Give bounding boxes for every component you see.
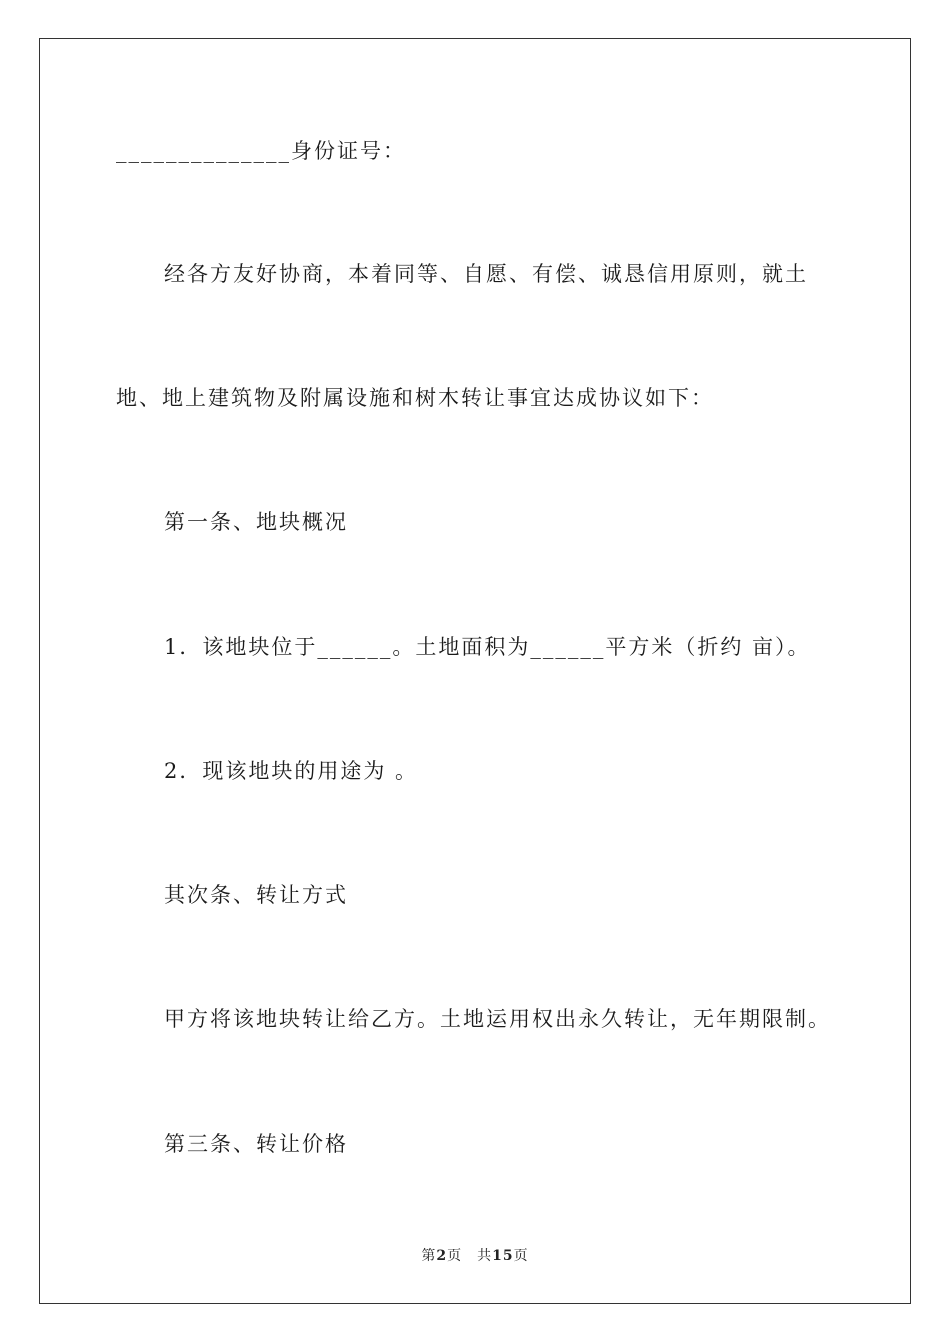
page-border [39, 38, 911, 1304]
page-prefix: 第 [421, 1248, 437, 1264]
article-2-paragraph: 甲方将该地块转让给乙方。土地运用权出永久转让，无年期限制。 [164, 1007, 831, 1031]
page-mid: 页 共 [447, 1248, 493, 1264]
current-page-number: 2 [436, 1248, 448, 1264]
page-suffix: 页 [513, 1248, 529, 1264]
paragraph-intro-line-1: 经各方友好协商，本着同等、自愿、有偿、诚恳信用原则，就土 [164, 262, 808, 286]
article-3-heading: 第三条、转让价格 [164, 1132, 348, 1156]
page-number-footer [0, 1246, 950, 1266]
id-number-line: ______________身份证号： [116, 139, 406, 163]
article-1-heading: 第一条、地块概况 [164, 510, 348, 534]
paragraph-intro-line-2: 地、地上建筑物及附属设施和树木转让事宜达成协议如下： [116, 386, 714, 410]
article-2-heading: 其次条、转让方式 [164, 883, 348, 907]
article-1-item-1: 1．该地块位于______。土地面积为______平方米（折约 亩）。 [164, 635, 811, 659]
total-page-number: 15 [492, 1248, 514, 1264]
article-1-item-2: 2．现该地块的用途为 。 [164, 759, 419, 783]
